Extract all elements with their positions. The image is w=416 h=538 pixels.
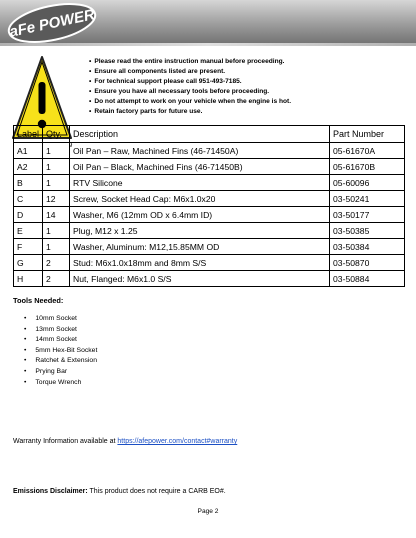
tool-item: • Ratchet & Extension	[24, 356, 97, 367]
logo-text: aFe POWER	[7, 6, 97, 41]
cell-part-number: 05-61670A	[330, 143, 405, 159]
tool-item: • Torque Wrench	[24, 378, 97, 389]
column-header-qty: Qty.	[43, 126, 70, 143]
cell-description: Nut, Flanged: M6x1.0 S/S	[70, 271, 330, 287]
cell-qty: 1	[43, 159, 70, 175]
column-header-label: Label	[14, 126, 43, 143]
tool-item: • Prying Bar	[24, 367, 97, 378]
table-row	[14, 255, 405, 271]
cell-description: RTV Silicone	[70, 175, 330, 191]
table-row	[14, 207, 405, 223]
cell-label: F	[14, 239, 43, 255]
cell-label: D	[14, 207, 43, 223]
warning-item: • Please read the entire instruction manual before proceeding.	[89, 57, 291, 67]
cell-description: Washer, M6 (12mm OD x 6.4mm ID)	[70, 207, 330, 223]
tools-list	[24, 314, 97, 388]
table-row	[14, 175, 405, 191]
cell-part-number: 05-61670B	[330, 159, 405, 175]
cell-description: Oil Pan – Raw, Machined Fins (46-71450A)	[70, 143, 330, 159]
cell-qty: 2	[43, 271, 70, 287]
cell-qty: 12	[43, 191, 70, 207]
cell-label: G	[14, 255, 43, 271]
cell-label: A2	[14, 159, 43, 175]
header-bar	[0, 0, 416, 46]
column-header-part-number: Part Number	[330, 126, 405, 143]
warranty-link[interactable]: https://afepower.com/contact#warranty	[117, 438, 238, 445]
cell-qty: 1	[43, 143, 70, 159]
table-row	[14, 239, 405, 255]
cell-label: A1	[14, 143, 43, 159]
emissions-disclaimer	[13, 488, 226, 495]
cell-part-number: 05-60096	[330, 175, 405, 191]
tool-item: • 5mm Hex-Bit Socket	[24, 346, 97, 357]
cell-description: Plug, M12 x 1.25	[70, 223, 330, 239]
cell-part-number: 03-50884	[330, 271, 405, 287]
tool-item: • 13mm Socket	[24, 325, 97, 336]
cell-description: Screw, Socket Head Cap: M6x1.0x20	[70, 191, 330, 207]
cell-label: H	[14, 271, 43, 287]
column-header-description: Description	[70, 126, 330, 143]
cell-label: E	[14, 223, 43, 239]
warranty-info	[13, 438, 237, 445]
tool-item: • 14mm Socket	[24, 335, 97, 346]
warning-item: • Retain factory parts for future use.	[89, 107, 291, 117]
cell-label: C	[14, 191, 43, 207]
cell-part-number: 03-50385	[330, 223, 405, 239]
cell-label: B	[14, 175, 43, 191]
table-header-row	[14, 126, 405, 143]
cell-description: Oil Pan – Black, Machined Fins (46-71450B)	[70, 159, 330, 175]
warning-item: • Ensure all components listed are present.	[89, 67, 291, 77]
table-row	[14, 223, 405, 239]
cell-part-number: 03-50177	[330, 207, 405, 223]
warning-item: • For technical support please call 951-493-7185.	[89, 77, 291, 87]
tools-heading: Tools Needed:	[13, 296, 64, 305]
cell-qty: 1	[43, 175, 70, 191]
table-row	[14, 271, 405, 287]
warranty-text: Warranty Information available at	[13, 438, 118, 445]
table-row	[14, 191, 405, 207]
emissions-text: This product does not require a CARB EO#.	[87, 488, 226, 495]
cell-part-number: 03-50384	[330, 239, 405, 255]
table-row	[14, 143, 405, 159]
tool-item: • 10mm Socket	[24, 314, 97, 325]
emissions-label: Emissions Disclaimer:	[13, 488, 88, 495]
cell-qty: 1	[43, 223, 70, 239]
cell-part-number: 03-50241	[330, 191, 405, 207]
cell-description: Washer, Aluminum: M12,15.85MM OD	[70, 239, 330, 255]
page-number: Page 2	[197, 508, 219, 515]
cell-part-number: 03-50870	[330, 255, 405, 271]
parts-table	[13, 125, 405, 287]
cell-description: Stud: M6x1.0x18mm and 8mm S/S	[70, 255, 330, 271]
warning-item: • Do not attempt to work on your vehicle when the engine is hot.	[89, 97, 291, 107]
table-row	[14, 159, 405, 175]
cell-qty: 1	[43, 239, 70, 255]
cell-qty: 14	[43, 207, 70, 223]
warning-footnote: 9	[69, 143, 73, 149]
warning-list	[89, 57, 291, 117]
cell-qty: 2	[43, 255, 70, 271]
afe-power-logo	[6, 2, 104, 44]
warning-item: • Ensure you have all necessary tools before proceeding.	[89, 87, 291, 97]
